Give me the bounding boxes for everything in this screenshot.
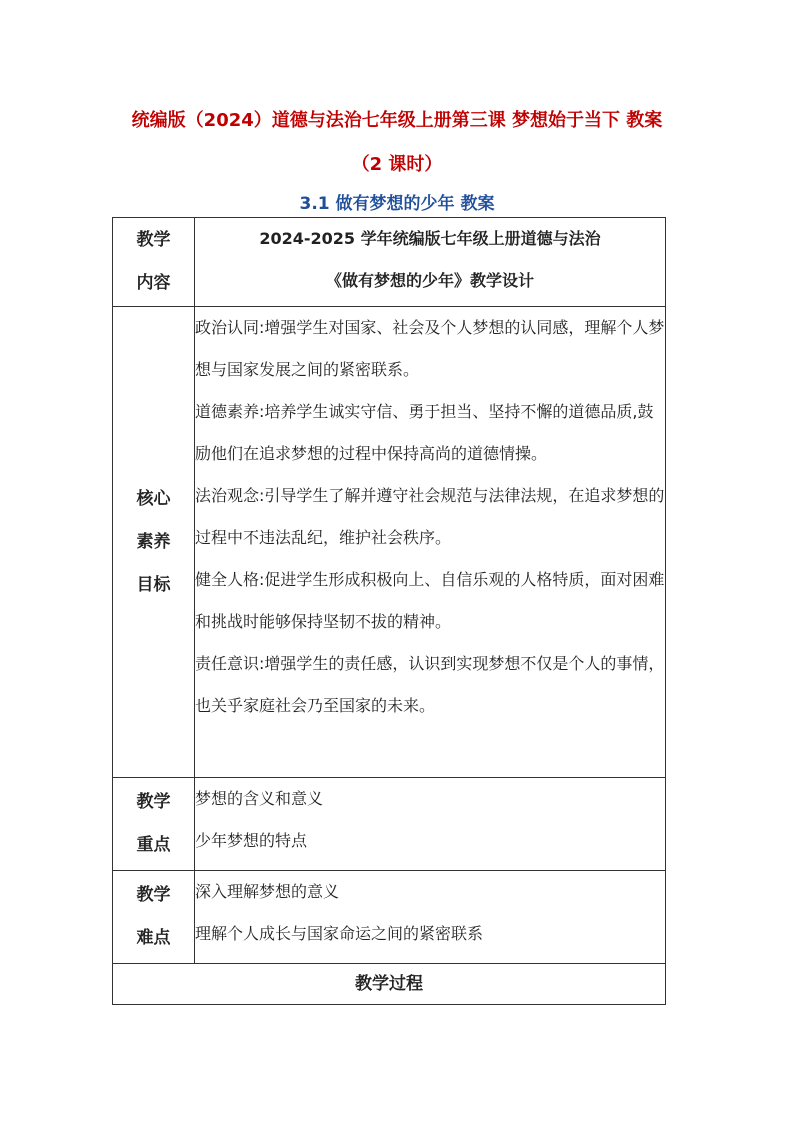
teaching-process-header: 教学过程 <box>113 964 666 1005</box>
list-item: 深入理解梦想的意义 <box>195 882 340 901</box>
row-label-teaching-content <box>113 218 195 307</box>
lesson-plan-table <box>112 217 666 1005</box>
row-label-difficulties <box>113 871 195 964</box>
table-row <box>113 307 666 778</box>
table-row <box>113 778 666 871</box>
label-line: 教学 <box>136 230 171 250</box>
label-line: 难点 <box>136 928 171 948</box>
objective-paragraph: 健全人格:促进学生形成积极向上、自信乐观的人格特质，面对困难和挑战时能够保持坚韧不拔的精神。 <box>195 570 665 631</box>
row-label-core-literacy <box>113 307 195 778</box>
table-row <box>113 218 666 307</box>
objective-paragraph: 责任意识:增强学生的责任感，认识到实现梦想不仅是个人的事情，也关乎家庭社会乃至国家的未来。 <box>195 654 665 715</box>
list-item: 梦想的含义和意义 <box>195 789 324 808</box>
label-line: 教学 <box>136 885 171 905</box>
content-line: 2024-2025 学年统编版七年级上册道德与法治 <box>259 229 601 248</box>
label-line: 内容 <box>136 273 171 293</box>
table-row <box>113 964 666 1005</box>
row-label-key-points <box>113 778 195 871</box>
list-item: 理解个人成长与国家命运之间的紧密联系 <box>195 924 484 943</box>
label-line: 素养 <box>136 531 171 552</box>
label-line: 目标 <box>136 574 171 595</box>
key-points-cell <box>195 778 666 871</box>
label-line: 重点 <box>136 835 171 855</box>
core-literacy-cell <box>195 307 666 778</box>
objective-paragraph: 政治认同:增强学生对国家、社会及个人梦想的认同感，理解个人梦想与国家发展之间的紧密联系。 <box>195 318 665 379</box>
lesson-subtitle: 3.1 做有梦想的少年 教案 <box>299 194 495 214</box>
label-line: 核心 <box>136 488 171 509</box>
objective-paragraph: 道德素养:培养学生诚实守信、勇于担当、坚持不懈的道德品质,鼓励他们在追求梦想的过程中保持高尚的道德情操。 <box>195 402 654 463</box>
list-item: 少年梦想的特点 <box>195 831 308 850</box>
objective-paragraph: 法治观念:引导学生了解并遵守社会规范与法律法规，在追求梦想的过程中不违法乱纪，维护社会秩序。 <box>195 486 665 547</box>
difficulties-cell <box>195 871 666 964</box>
label-line: 教学 <box>136 792 171 812</box>
teaching-content-cell <box>195 218 666 307</box>
document-title-sessions: （2 课时） <box>351 154 443 175</box>
document-title: 统编版（2024）道德与法治七年级上册第三课 梦想始于当下 教案 <box>131 110 663 131</box>
table-row <box>113 871 666 964</box>
content-line: 《做有梦想的少年》教学设计 <box>325 271 534 290</box>
